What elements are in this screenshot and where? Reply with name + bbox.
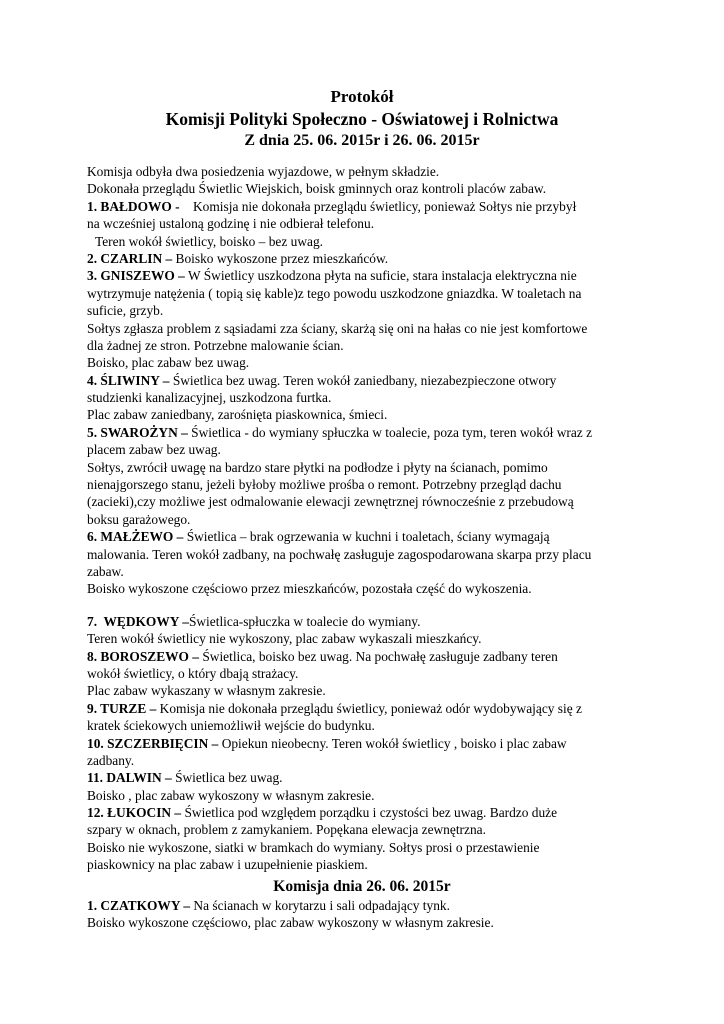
item-text: Świetlica-spłuczka w toalecie do wymiany. xyxy=(188,613,421,629)
item-text: Boisko , plac zabaw wykoszony w własnym zakresie. xyxy=(87,787,375,803)
item-head: 8. BOROSZEWO – xyxy=(87,648,199,664)
item-head: 6. MAŁŻEWO – xyxy=(87,529,184,545)
item-text: Komisja nie dokonała przeglądu świetlicy, ponieważ Sołtys nie przybył xyxy=(179,198,577,214)
item-text: Boisko nie wykoszone, siatki w bramkach do wymiany. Sołtys prosi o przestawienie xyxy=(87,839,540,855)
item-text: piaskownicy na plac zabaw i uzupełnienie piaskiem. xyxy=(87,857,368,873)
item-text: suficie, grzyb. xyxy=(87,303,164,319)
document-title: Protokół xyxy=(330,87,394,106)
item-text: Sołtys, zwrócił uwagę na bardzo stare płytki na podłodze i płyty na ścianach, pomimo xyxy=(87,459,548,475)
item-text: szpary w oknach, problem z zamykaniem. Popękana elewacja zewnętrzna. xyxy=(87,822,486,838)
item-text: nienajgorszego stanu, jeżeli byłoby możliwe prośba o remont. Potrzebny przegląd dachu xyxy=(87,477,562,493)
item-text: Boisko wykoszone przez mieszkańców. xyxy=(172,250,389,266)
intro-line: Dokonała przeglądu Świetlic Wiejskich, boisk gminnych oraz kontroli placów zabaw. xyxy=(87,181,547,197)
item-text: Plac zabaw wykaszany w własnym zakresie. xyxy=(87,683,326,699)
title-block xyxy=(0,86,724,151)
intro-line: Komisja odbyła dwa posiedzenia wyjazdowe, w pełnym składzie. xyxy=(87,164,440,179)
list-item xyxy=(87,424,657,441)
list-item xyxy=(87,528,657,545)
item-text: Świetlica, boisko bez uwag. Na pochwałę zasługuje zadbany teren xyxy=(198,648,558,664)
list-item xyxy=(87,250,657,267)
item-text: malowania. Teren wokół zadbany, na pochwałę zasługuje zagospodarowana skarpa przy placu xyxy=(87,546,592,562)
item-text: Boisko wykoszone częściowo przez mieszkańców, pozostała część do wykoszenia. xyxy=(87,581,532,597)
item-head: 4. ŚLIWINY – xyxy=(87,372,170,388)
item-text: Świetlica - do wymiany spłuczka w toalecie, poza tym, teren wokół wraz z xyxy=(187,424,593,440)
item-text: Sołtys zgłasza problem z sąsiadami zza ściany, skarżą się oni na hałas co nie jest komfortowe xyxy=(87,320,588,336)
list-item xyxy=(87,804,657,821)
protocol-body xyxy=(87,163,657,874)
item-text: Plac zabaw zaniedbany, zarośnięta piaskownica, śmieci. xyxy=(87,407,388,423)
list-item xyxy=(87,198,657,215)
item-text: kratek ściekowych uniemożliwił wejście do budynku. xyxy=(87,718,375,734)
item-text: Opiekun nieobecny. Teren wokół świetlicy , boisko i plac zabaw xyxy=(218,735,567,751)
item-text: zadbany. xyxy=(87,752,135,768)
list-item xyxy=(87,700,657,717)
item-text: Świetlica – brak ogrzewania w kuchni i toaletach, ściany wymagają xyxy=(183,529,550,545)
item-head: 12. ŁUKOCIN – xyxy=(87,805,182,821)
document-subtitle: Komisji Polityki Społeczno - Oświatowej i Rolnictwa xyxy=(165,109,559,129)
item-head: 3. GNISZEWO – xyxy=(87,268,185,284)
section-body xyxy=(87,897,657,932)
item-text: Teren wokół świetlicy, boisko – bez uwag. xyxy=(95,233,324,249)
item-text: Na ścianach w korytarzu i sali odpadający tynk. xyxy=(190,898,450,913)
list-item xyxy=(87,372,657,389)
item-text: Komisja nie dokonała przeglądu świetlicy, ponieważ odór wydobywający się z xyxy=(156,700,582,716)
list-item xyxy=(87,897,657,914)
item-head: 1. BAŁDOWO - xyxy=(87,198,180,214)
item-text: placem zabaw bez uwag. xyxy=(87,442,221,458)
item-text: na wcześniej ustaloną godzinę i nie odbierał telefonu. xyxy=(87,216,375,232)
item-text: Świetlica pod względem porządku i czystości bez uwag. Bardzo duże xyxy=(181,805,558,821)
list-item xyxy=(87,735,657,752)
section-heading: Komisja dnia 26. 06. 2015r xyxy=(273,878,451,895)
item-head: 5. SWAROŻYN – xyxy=(87,424,188,440)
item-text: boksu garażowego. xyxy=(87,511,191,527)
item-head: 7. WĘDKOWY – xyxy=(87,613,189,629)
paragraph-gap xyxy=(87,598,657,613)
item-text: Boisko, plac zabaw bez uwag. xyxy=(87,355,250,371)
item-head: 11. DALWIN – xyxy=(87,770,172,786)
list-item xyxy=(87,769,657,786)
item-text: (zacieki),czy możliwe jest odmalowanie elewacji zewnętrznej równocześnie z przebudową xyxy=(87,494,574,510)
document-date-line: Z dnia 25. 06. 2015r i 26. 06. 2015r xyxy=(244,132,480,149)
item-text: zabaw. xyxy=(87,563,124,579)
item-text: wytrzymuje natężenia ( topią się kable)z tego powodu uszkodzone gniazdka. W toaletach na xyxy=(87,285,582,301)
list-item xyxy=(87,267,657,284)
item-text: wokół świetlicy, o który dbają strażacy. xyxy=(87,665,299,681)
item-text: Boisko wykoszone częściowo, plac zabaw wykoszony w własnym zakresie. xyxy=(87,915,494,931)
item-text: dla żadnej ze stron. Potrzebne malowanie ścian. xyxy=(87,337,344,353)
item-text: Świetlica bez uwag. Teren wokół zaniedbany, niezabezpieczone otwory xyxy=(169,372,557,388)
item-head: 10. SZCZERBIĘCIN – xyxy=(87,735,219,751)
item-head: 1. CZATKOWY – xyxy=(87,898,191,913)
item-text: W Świetlicy uszkodzona płyta na suficie, stara instalacja elektryczna nie xyxy=(184,268,577,284)
item-text: Teren wokół świetlicy nie wykoszony, plac zabaw wykaszali mieszkańcy. xyxy=(87,631,482,647)
item-head: 9. TURZE – xyxy=(87,700,157,716)
list-item xyxy=(87,648,657,665)
item-text: studzienki kanalizacyjnej, uszkodzona furtka. xyxy=(87,390,332,406)
list-item xyxy=(87,613,657,630)
item-head: 2. CZARLIN – xyxy=(87,250,173,266)
item-text: Świetlica bez uwag. xyxy=(171,770,283,786)
